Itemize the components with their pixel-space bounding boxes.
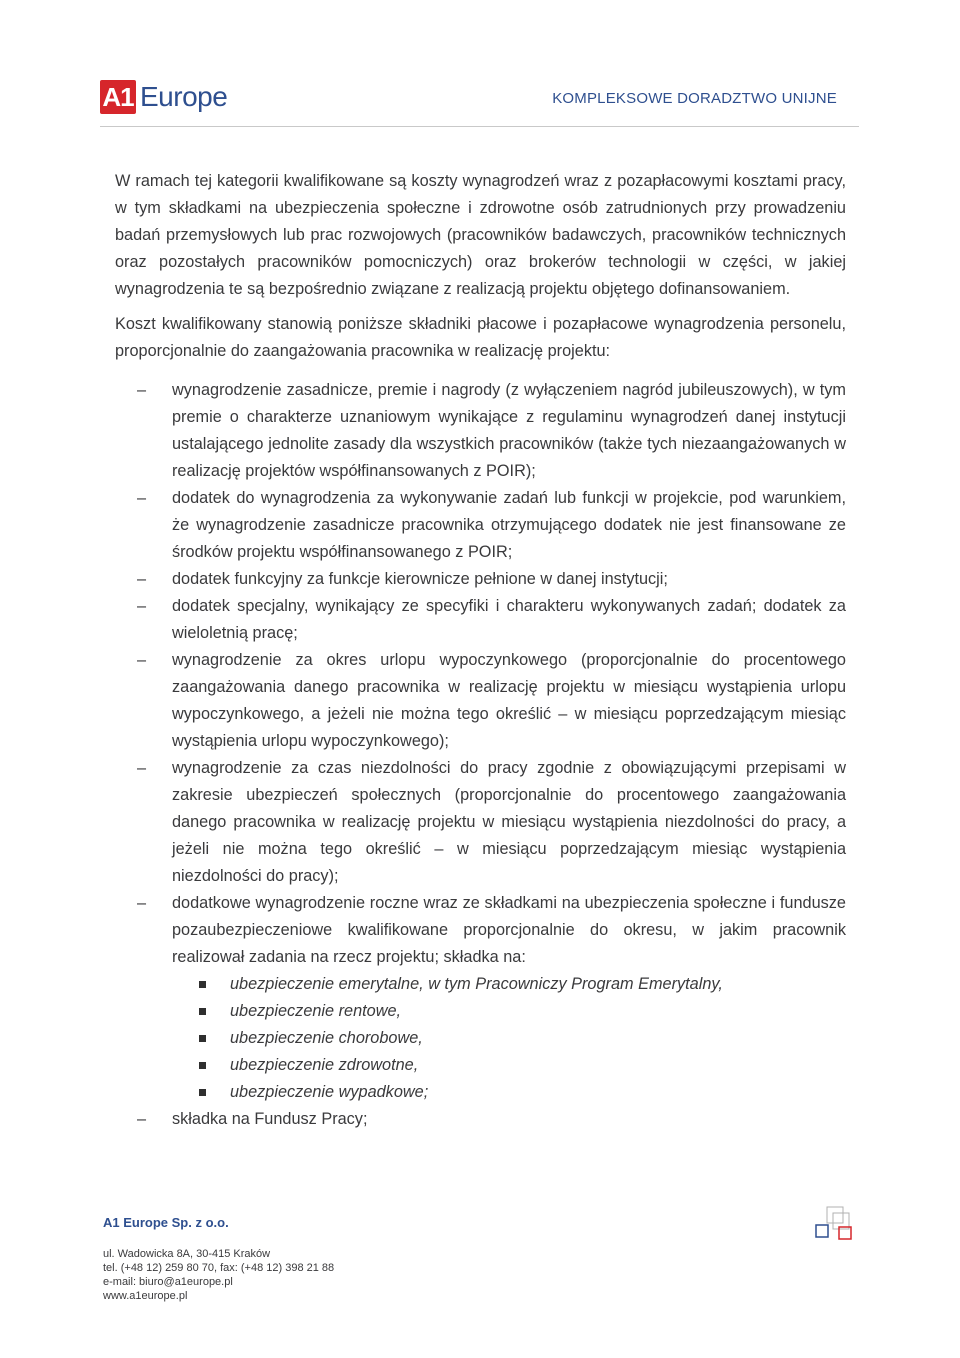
footer-phone: tel. (+48 12) 259 80 70, fax: (+48 12) 398 21 88 (103, 1262, 335, 1274)
sub-list-item (173, 1025, 846, 1052)
sub-list-item (173, 1079, 846, 1106)
list-item (115, 890, 846, 1106)
dash-bullet: – (137, 759, 147, 777)
footer-squares-icon (810, 1205, 860, 1245)
sub-item-text: ubezpieczenie emerytalne, w tym Pracowniczy Program Emerytalny, (230, 975, 723, 993)
sub-item-text: ubezpieczenie chorobowe, (230, 1029, 423, 1047)
list-item-text: dodatek specjalny, wynikający ze specyfiki i charakteru wykonywanych zadań; dodatek za wieloletnią pracę; (172, 597, 846, 642)
dash-bullet: – (137, 570, 147, 588)
dash-bullet: – (137, 894, 147, 912)
dash-bullet: – (137, 651, 147, 669)
sub-list-item (173, 971, 846, 998)
company-logo (100, 78, 227, 116)
document-body (115, 168, 846, 1133)
footer-address: ul. Wadowicka 8A, 30-415 Kraków (103, 1248, 271, 1260)
qualified-cost-paragraph: Koszt kwalifikowany stanowią poniższe składniki płacowe i pozapłacowe wynagrodzenia personelu, proporcjonalnie do zaangażowania pracownika w realizację projektu: (115, 315, 846, 360)
list-item (115, 377, 846, 485)
cost-components-list (115, 377, 846, 1133)
dash-bullet: – (137, 489, 147, 507)
intro-paragraph: W ramach tej kategorii kwalifikowane są koszty wynagrodzeń wraz z pozapłacowymi kosztami pracy, w tym składkami na ubezpieczenia społeczne i zdrowotne osób zatrudnionych przy prowadzeniu badań przemysłowych lub prac rozwojowych (pracowników badawczych, pracowników technicznych oraz pozostałych pracowników pomocniczych) oraz brokerów technologii w części, w jakiej wynagrodzenia te są bezpośrednio związane z realizacją projektu objętego dofinansowaniem. (115, 172, 846, 298)
list-item-text: wynagrodzenie za okres urlopu wypoczynkowego (proporcjonalnie do procentowego zaangażowania danego pracownika w realizację projektu w miesiącu wystąpienia urlopu wypoczynkowego, a jeżeli nie można tego określić – w miesiącu poprzedzającym miesiąc wystąpienia urlopu wypoczynkowego); (172, 651, 846, 750)
footer-company: A1 Europe Sp. z o.o. (103, 1215, 229, 1230)
footer-website[interactable]: www.a1europe.pl (103, 1290, 188, 1302)
list-item (115, 593, 846, 647)
list-item (115, 566, 846, 593)
list-item (115, 647, 846, 755)
page-header (100, 78, 859, 127)
page-footer (103, 1216, 334, 1303)
list-item-text: wynagrodzenie za czas niezdolności do pracy zgodnie z obowiązującymi przepisami w zakresie ubezpieczeń społecznych (proporcjonalnie do procentowego zaangażowania danego pracownika w realizację projektu w miesiącu wystąpienia niezdolności do pracy, a jeżeli nie można tego określić – w miesiącu poprzedzającym miesiąc wystąpienia niezdolności do pracy); (172, 759, 846, 885)
list-item-text: dodatek do wynagrodzenia za wykonywanie zadań lub funkcji w projekcie, pod warunkiem, że wynagrodzenie zasadnicze pracownika otrzymującego dodatek nie jest finansowane ze środków projektu współfinansowanego z POIR; (172, 489, 846, 561)
logo-badge: A1 (100, 80, 136, 114)
dash-bullet: – (137, 1110, 147, 1128)
list-item-text: dodatek funkcyjny za funkcje kierownicze pełnione w danej instytucji; (172, 570, 668, 588)
list-item (115, 485, 846, 566)
dash-bullet: – (137, 381, 147, 399)
header-tagline: KOMPLEKSOWE DORADZTWO UNIJNE (552, 90, 837, 107)
list-item-text: wynagrodzenie zasadnicze, premie i nagrody (z wyłączeniem nagród jubileuszowych), w tym premie o charakterze uznaniowym wynikające z regulaminu wynagrodzeń danej instytucji ustalającego jednolite zasady dla wszystkich pracowników (także tych niezaangażowanych w realizację projektów współfinansowanych z POIR); (172, 381, 846, 480)
dash-bullet: – (137, 597, 147, 615)
sub-list-item (173, 1052, 846, 1079)
sub-item-text: ubezpieczenie wypadkowe; (230, 1083, 429, 1101)
square-bullet-icon (199, 1089, 206, 1096)
square-bullet-icon (199, 981, 206, 988)
square-bullet-icon (199, 1008, 206, 1015)
sub-item-text: ubezpieczenie zdrowotne, (230, 1056, 419, 1074)
sub-item-text: ubezpieczenie rentowe, (230, 1002, 402, 1020)
list-item (115, 1106, 846, 1133)
list-item-text: dodatkowe wynagrodzenie roczne wraz ze składkami na ubezpieczenia społeczne i fundusze pozaubezpieczeniowe kwalifikowane proporcjonalnie do okresu, w jakim pracownik realizował zadania na rzecz projektu; składka na: (172, 894, 846, 966)
list-item-text: składka na Fundusz Pracy; (172, 1110, 368, 1128)
logo-text: Europe (140, 81, 228, 112)
square-bullet-icon (199, 1035, 206, 1042)
footer-email[interactable]: e-mail: biuro@a1europe.pl (103, 1276, 233, 1288)
square-bullet-icon (199, 1062, 206, 1069)
insurance-sublist (172, 971, 846, 1106)
list-item (115, 755, 846, 890)
sub-list-item (173, 998, 846, 1025)
